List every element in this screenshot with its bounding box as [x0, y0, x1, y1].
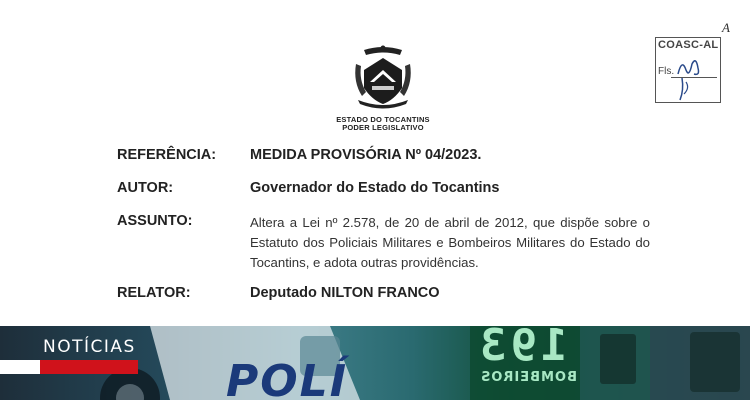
noticias-white-accent	[0, 360, 40, 374]
fire-text: BOMBEIROS	[480, 370, 577, 385]
noticias-label[interactable]: NOTÍCIAS	[43, 337, 136, 357]
crest-caption-power: PODER LEGISLATIVO	[342, 123, 424, 132]
relator-label: RELATOR:	[117, 285, 191, 301]
fire-number: 193	[476, 326, 568, 371]
autor-value: Governador do Estado do Tocantins	[250, 180, 500, 196]
stamp-fls-label: Fls.	[658, 66, 675, 77]
assunto-value: Altera a Lei nº 2.578, de 20 de abril de 2012, que dispõe sobre o Estatuto dos Policiais Militares e Bombeiros Militares do Estado do Tocantins, e adota outras providências.	[250, 215, 650, 270]
autor-label: AUTOR:	[117, 180, 174, 196]
stamp-title: COASC-AL	[658, 39, 719, 51]
referencia-value: MEDIDA PROVISÓRIA Nº 04/2023.	[250, 147, 482, 163]
protocol-stamp	[655, 37, 721, 103]
state-crest-icon	[350, 42, 416, 112]
assunto-label: ASSUNTO:	[117, 213, 193, 229]
stamp-signature-icon	[656, 38, 722, 104]
police-text: POLÍ	[226, 356, 349, 400]
crest-caption-state: ESTADO DO TOCANTINS	[336, 115, 430, 124]
relator-value: Deputado NILTON FRANCO	[250, 285, 440, 301]
referencia-label: REFERÊNCIA:	[117, 147, 217, 163]
stamp-corner-mark: A	[722, 20, 730, 35]
